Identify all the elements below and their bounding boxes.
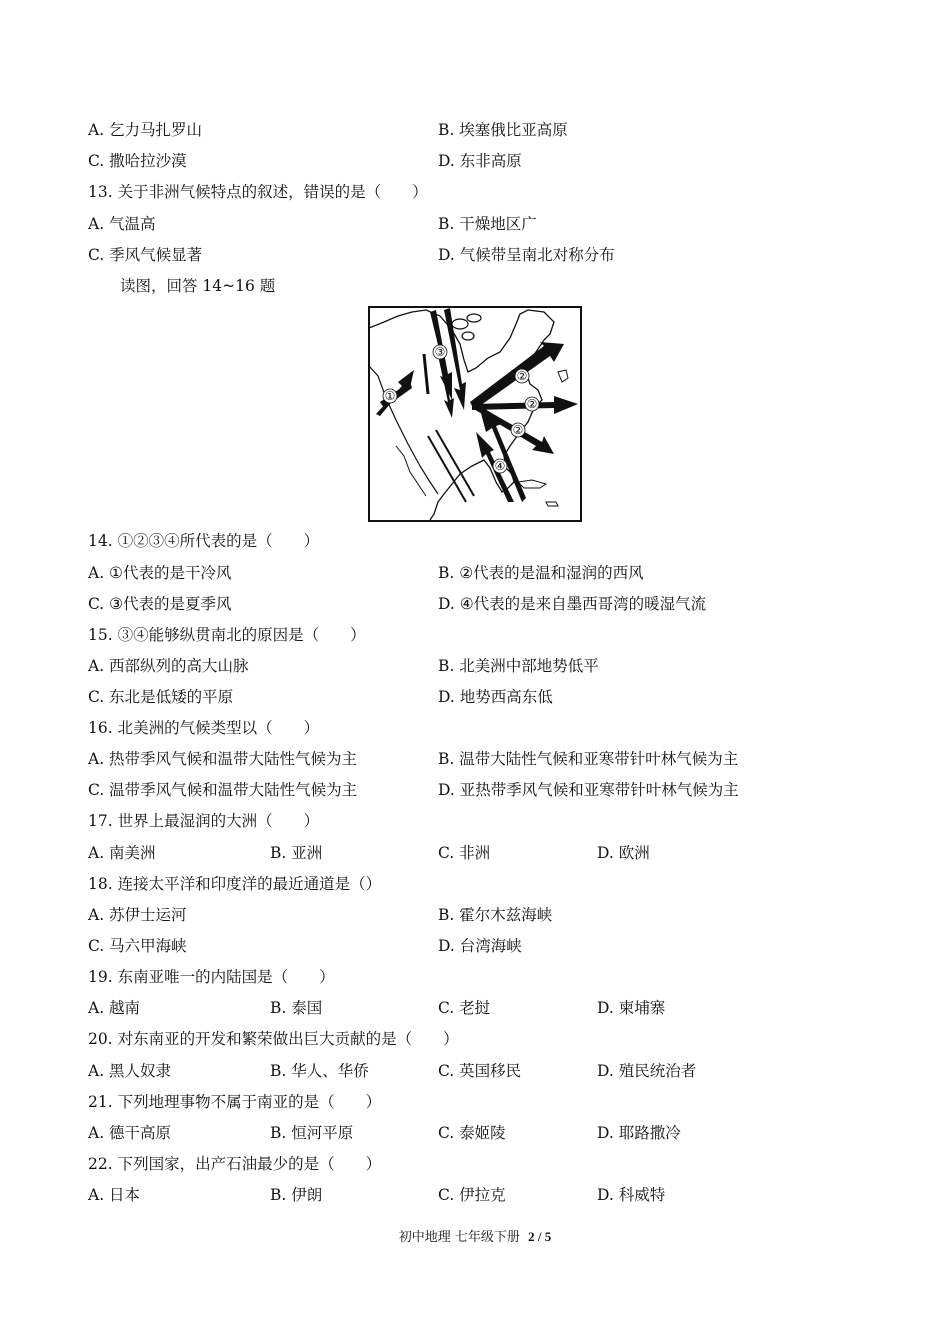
q21-option-d: D. 耶路撒冷 [597,1124,681,1142]
q18-option-d: D. 台湾海峡 [438,937,522,955]
q14-option-d: D. ④代表的是来自墨西哥湾的暖湿气流 [438,595,707,613]
q20-option-d: D. 殖民统治者 [597,1062,697,1080]
q22-stem: 22. 下列国家，出产石油最少的是（ ） [88,1155,382,1173]
q21-option-c: C. 泰姬陵 [438,1124,506,1142]
q16-option-d: D. 亚热带季风气候和亚寒带针叶林气候为主 [438,781,739,799]
q19-option-a: A. 越南 [88,999,141,1017]
q19-option-d: D. 柬埔寨 [597,999,666,1017]
q14-option-a: A. ①代表的是干冷风 [88,564,232,582]
q13-stem: 13. 关于非洲气候特点的叙述，错误的是（ ） [88,183,428,201]
q15-option-c: C. 东北是低矮的平原 [88,688,234,706]
q19-stem: 19. 东南亚唯一的内陆国是（ ） [88,968,335,986]
map-label-2a: ② [516,369,528,383]
q18-stem: 18. 连接太平洋和印度洋的最近通道是（） [88,875,382,893]
q18-option-c: C. 马六甲海峡 [88,937,187,955]
q13-option-d: D. 气候带呈南北对称分布 [438,246,615,264]
q20-stem: 20. 对东南亚的开发和繁荣做出巨大贡献的是（ ） [88,1030,459,1048]
q22-option-c: C. 伊拉克 [438,1186,506,1204]
q20-option-a: A. 黑人奴隶 [88,1062,172,1080]
q13-option-a: A. 气温高 [88,215,156,233]
q17-stem: 17. 世界上最湿润的大洲（ ） [88,812,320,830]
map-label-3: ③ [434,345,446,359]
q19-option-c: C. 老挝 [438,999,491,1017]
q15-stem: 15. ③④能够纵贯南北的原因是（ ） [88,626,366,644]
map-label-1: ① [384,389,396,403]
q20-option-b: B. 华人、华侨 [270,1062,369,1080]
q19-option-b: B. 泰国 [270,999,323,1017]
page-footer [0,1226,950,1245]
q13-option-b: B. 干燥地区广 [438,215,537,233]
q15-option-d: D. 地势西高东低 [438,688,553,706]
q21-stem: 21. 下列地理事物不属于南亚的是（ ） [88,1093,382,1111]
figure-intro: 读图，回答 14~16 题 [120,277,276,295]
q18-option-b: B. 霍尔木兹海峡 [438,906,553,924]
q16-option-a: A. 热带季风气候和温带大陆性气候为主 [88,750,358,768]
q21-option-b: B. 恒河平原 [270,1124,354,1142]
q16-stem: 16. 北美洲的气候类型以（ ） [88,719,320,737]
q15-option-b: B. 北美洲中部地势低平 [438,657,599,675]
q20-option-c: C. 英国移民 [438,1062,522,1080]
q16-option-c: C. 温带季风气候和温带大陆性气候为主 [88,781,358,799]
map-label-2b: ② [526,397,538,411]
q17-option-b: B. 亚洲 [270,844,323,862]
q21-option-a: A. 德干高原 [88,1124,172,1142]
q12-option-d: D. 东非高原 [438,152,522,170]
q17-option-d: D. 欧洲 [597,844,650,862]
q12-option-a: A. 乞力马扎罗山 [88,121,203,139]
q17-option-c: C. 非洲 [438,844,491,862]
q22-option-a: A. 日本 [88,1186,141,1204]
q14-option-c: C. ③代表的是夏季风 [88,595,232,613]
q14-option-b: B. ②代表的是温和湿润的西风 [438,564,644,582]
q18-option-a: A. 苏伊士运河 [88,906,187,924]
q22-option-d: D. 科威特 [597,1186,666,1204]
footer-subject: 初中地理 七年级下册 [398,1230,520,1245]
map-label-4: ④ [494,459,506,473]
footer-page-number: 2 / 5 [528,1229,552,1244]
q17-option-a: A. 南美洲 [88,844,156,862]
q14-stem: 14. ①②③④所代表的是（ ） [88,532,320,550]
map-label-2c: ② [512,423,524,437]
north-america-wind-map [368,306,582,522]
q12-option-c: C. 撒哈拉沙漠 [88,152,187,170]
q13-option-c: C. 季风气候显著 [88,246,203,264]
q12-option-b: B. 埃塞俄比亚高原 [438,121,568,139]
q16-option-b: B. 温带大陆性气候和亚寒带针叶林气候为主 [438,750,739,768]
q22-option-b: B. 伊朗 [270,1186,323,1204]
q15-option-a: A. 西部纵列的高大山脉 [88,657,249,675]
